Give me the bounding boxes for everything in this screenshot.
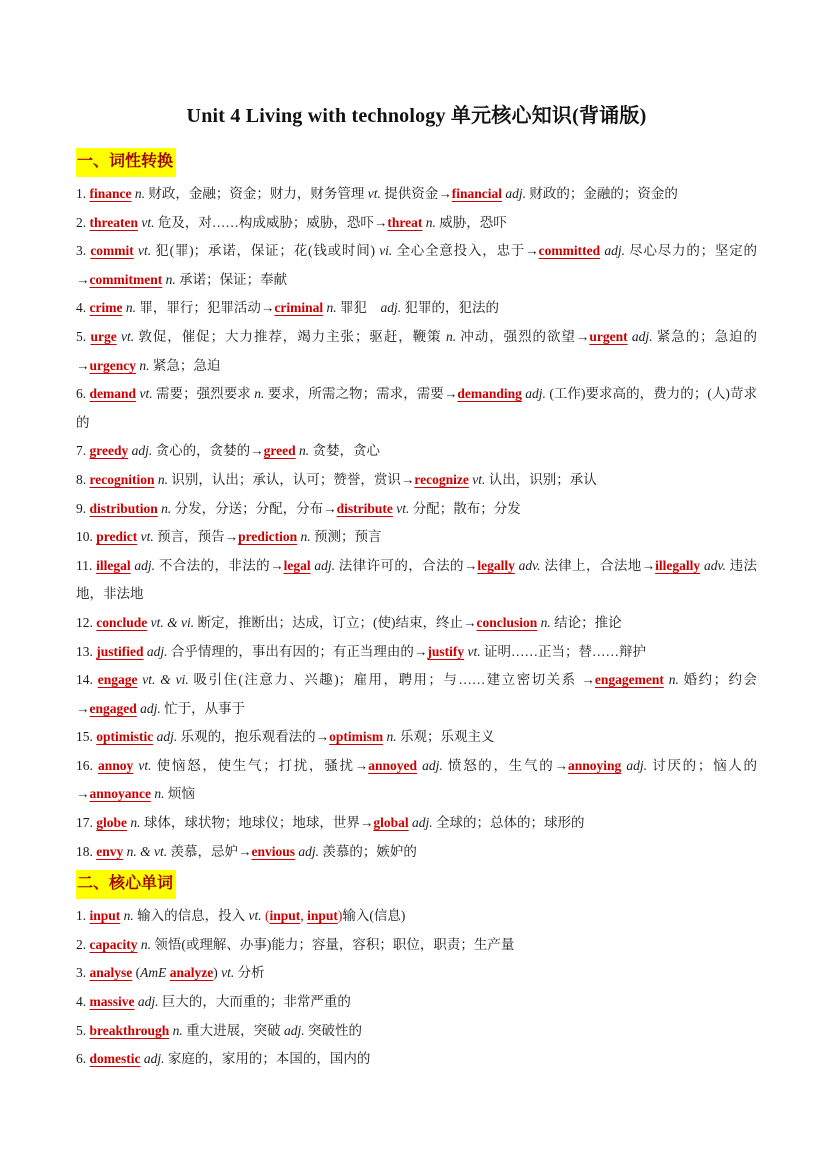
vocab-word: massive	[89, 994, 135, 1010]
part-of-speech-label: n.	[120, 908, 138, 924]
section-heading	[76, 148, 757, 177]
part-of-speech-label: n. & vt.	[123, 843, 171, 859]
sections-container	[76, 148, 757, 1074]
part-of-speech-label: n.	[323, 300, 340, 316]
definition-text: )	[213, 965, 222, 981]
definition-text: 4.	[76, 300, 90, 316]
part-of-speech-label: vt.	[221, 965, 238, 981]
part-of-speech-label: adj.	[143, 643, 171, 659]
definition-text: 5.	[76, 328, 91, 344]
definition-text: 领悟(或理解、办事)能力；容量，容积；职位，职责；生产量	[154, 936, 515, 952]
part-of-speech-label: adj.	[284, 1022, 309, 1038]
section	[76, 148, 757, 866]
definition-text: 烦恼	[167, 786, 195, 802]
definition-text: 4.	[76, 994, 90, 1010]
vocab-word: global	[373, 815, 409, 831]
definition-text: 9.	[76, 500, 90, 516]
part-of-speech-label: adj.	[310, 557, 339, 573]
definition-text: 贪婪，贪心	[312, 443, 381, 459]
vocab-item	[76, 466, 757, 495]
definition-text: 需要；强烈要求	[156, 386, 255, 402]
part-of-speech-label: adj.	[521, 386, 550, 402]
vocab-item	[76, 638, 757, 667]
definition-text: (	[132, 965, 141, 981]
vocab-item	[76, 752, 757, 809]
vocab-word: input	[89, 908, 121, 924]
definition-text: 罪犯	[339, 300, 381, 316]
definition-text: 分析	[237, 965, 265, 981]
definition-text: 危及，对……构成威胁；威胁，恐吓→	[157, 214, 388, 230]
definition-text: 罪，罪行；犯罪活动→	[139, 300, 275, 316]
vocab-word: envy	[96, 843, 124, 859]
page-title: Unit 4 Living with technology 单元核心知识(背诵版)	[186, 105, 647, 127]
vocab-word: criminal	[274, 300, 324, 316]
vocab-word: engaged	[89, 700, 137, 716]
definition-text: 冲动，强烈的欲望→	[460, 328, 590, 344]
part-of-speech-label: adj.	[128, 443, 156, 459]
vocab-word: recognition	[89, 471, 155, 487]
definition-text: 7.	[76, 443, 90, 459]
vocab-word: legally	[477, 557, 515, 573]
vocab-word: illegally	[655, 557, 701, 573]
definition-text: 认出，识别；承认	[488, 471, 597, 487]
vocab-item	[76, 552, 757, 609]
definition-text: 承诺；保证；奉献	[179, 271, 288, 287]
vocab-word: demanding	[457, 386, 522, 402]
part-of-speech-label: vt.	[136, 386, 157, 402]
vocab-word: distribute	[336, 500, 393, 516]
vocab-word: financial	[451, 186, 503, 201]
vocab-word: annoy	[98, 757, 134, 773]
part-of-speech-label: n.	[136, 357, 153, 373]
vocab-word: illegal	[96, 557, 131, 573]
definition-text: 15.	[76, 729, 97, 745]
vocab-word: envious	[251, 843, 296, 859]
part-of-speech-label: n.	[295, 443, 313, 459]
definition-text: 财政，金融；资金；财力，财务管理	[148, 186, 368, 201]
definition-text: 6.	[76, 386, 90, 402]
definition-text: 尽心尽力的；坚定的→	[76, 243, 758, 287]
definition-text: 使恼怒，使生气；打扰，骚扰→	[156, 757, 369, 773]
section-heading-text: 一、词性转换	[76, 148, 176, 177]
definition-text: 犯罪的，犯法的	[404, 300, 499, 316]
definition-text: 10.	[76, 529, 97, 545]
vocab-item	[76, 237, 757, 294]
part-of-speech-label: adj.	[627, 328, 657, 344]
section	[76, 870, 757, 1074]
vocab-item	[76, 988, 757, 1017]
vocab-word: urgency	[89, 357, 136, 373]
definition-text: 证明……正当；替……辩护	[484, 643, 647, 659]
part-of-speech-label: vt.	[367, 186, 385, 201]
vocab-word: capacity	[89, 936, 138, 952]
vocab-word: globe	[96, 815, 128, 831]
vocab-item	[76, 1017, 757, 1046]
definition-text: 6.	[76, 1051, 90, 1067]
definition-text: 12.	[76, 614, 97, 630]
red-text: )	[337, 908, 343, 924]
definition-text: 16.	[76, 757, 98, 773]
definition-text: 合乎情理的，事出有因的；有正当理由的→	[170, 643, 428, 659]
vocab-word: justified	[96, 643, 144, 659]
definition-text: 分发，分送；分配，分布→	[174, 500, 337, 516]
part-of-speech-label: n.	[151, 786, 168, 802]
vocab-word: engagement	[594, 672, 664, 688]
vocab-word: annoyance	[89, 786, 152, 802]
vocab-item	[76, 323, 757, 380]
definition-text: 吸引住(注意力、兴趣)；雇用，聘用；与……建立密切关系 →	[193, 672, 595, 688]
definition-text: 3.	[76, 965, 90, 981]
definition-text: 球体，球状物；地球仪；地球，世界→	[143, 815, 374, 831]
definition-text: 敦促，催促；大力推荐，竭力主张；驱赶，鞭策	[138, 328, 446, 344]
part-of-speech-label: n.	[254, 386, 268, 402]
vocab-word: input	[307, 908, 338, 924]
vocab-item	[76, 495, 757, 524]
vocab-item	[76, 380, 757, 437]
part-of-speech-label: vt.	[138, 214, 158, 230]
part-of-speech-label: n.	[383, 729, 401, 745]
definition-text: 讨厌的；恼人的→	[76, 757, 758, 802]
part-of-speech-label: vt.	[468, 471, 489, 487]
definition-text: 法律上，合法地→	[544, 557, 656, 573]
definition-text: 1.	[76, 908, 90, 924]
vocab-word: committed	[538, 243, 601, 259]
part-of-speech-label: adj.	[295, 843, 323, 859]
vocab-word: analyse	[89, 965, 133, 981]
definition-text: 忙于，从事于	[164, 700, 246, 716]
definition-text: 1.	[76, 186, 90, 201]
definition-text: 威胁，恐吓	[439, 214, 507, 230]
definition-text: 乐观的，抱乐观看法的→	[180, 729, 330, 745]
part-of-speech-label: n.	[154, 471, 172, 487]
part-of-speech-label: adj.	[408, 815, 437, 831]
definition-text: 13.	[76, 643, 97, 659]
definition-text: 18.	[76, 843, 97, 859]
vocab-item	[76, 1045, 757, 1074]
definition-text: 巨大的，大而重的；非常严重的	[161, 994, 351, 1010]
vocab-item	[76, 437, 757, 466]
definition-text: 乐观；乐观主义	[400, 729, 495, 745]
vocab-word: commit	[90, 243, 134, 259]
definition-text: 违法地，非法地	[76, 557, 758, 602]
vocab-word: finance	[89, 186, 132, 201]
definition-text: 断定，推断出；达成，订立；(使)结束，终止→	[197, 614, 477, 630]
part-of-speech-label: adj.	[130, 557, 159, 573]
definition-text: 法律许可的，合法的→	[338, 557, 478, 573]
vocab-word: urge	[90, 328, 117, 344]
definition-text: 14.	[76, 672, 98, 688]
part-of-speech-label: n.	[297, 529, 315, 545]
part-of-speech-label: n.	[157, 500, 175, 516]
vocab-word: urgent	[589, 328, 628, 344]
vocab-item	[76, 809, 757, 838]
vocab-word: conclude	[96, 614, 148, 630]
vocab-word: commitment	[89, 271, 163, 287]
vocab-item	[76, 666, 757, 723]
definition-text: 重大进展，突破	[186, 1022, 285, 1038]
definition-text: 全心全意投入，忠于→	[396, 243, 539, 259]
vocab-word: crime	[89, 300, 123, 316]
section-heading	[76, 870, 757, 899]
vocab-word: greed	[263, 443, 296, 459]
definition-text: 预测；预言	[314, 529, 382, 545]
definition-text: 婚约；约会→	[76, 672, 757, 716]
definition-text: 结论；推论	[554, 614, 622, 630]
part-of-speech-label: vt.	[464, 643, 485, 659]
part-of-speech-label: n.	[663, 672, 684, 688]
vocab-item	[76, 294, 757, 323]
vocab-item	[76, 723, 757, 752]
part-of-speech-label: vt.	[248, 908, 266, 924]
vocab-word: predict	[96, 529, 138, 545]
vocab-word: demand	[89, 386, 137, 402]
part-of-speech-label: adj.	[134, 994, 162, 1010]
vocab-word: conclusion	[476, 614, 538, 630]
definition-text: 贪心的，贪婪的→	[155, 443, 264, 459]
part-of-speech-label: vt.	[116, 328, 139, 344]
vocab-word: legal	[283, 557, 311, 573]
definition-text: 家庭的，家用的；本国的，国内的	[167, 1051, 371, 1067]
definition-text: 紧急的；急迫的→	[76, 328, 757, 373]
definition-text: 5.	[76, 1022, 90, 1038]
part-of-speech-label: adj.	[502, 186, 530, 201]
definition-text: 17.	[76, 815, 97, 831]
part-of-speech-label: adj.	[416, 757, 448, 773]
part-of-speech-label: AmE	[140, 965, 170, 981]
red-text: ,	[300, 908, 308, 924]
definition-text: 愤怒的，生气的→	[447, 757, 568, 773]
part-of-speech-label: n.	[122, 300, 140, 316]
vocab-word: recognize	[414, 471, 469, 487]
definition-text: 全球的；总体的；球形的	[436, 815, 585, 831]
definition-text: 突破性的	[308, 1022, 363, 1038]
part-of-speech-label: n.	[162, 271, 180, 287]
part-of-speech-label: adj.	[153, 729, 181, 745]
part-of-speech-label: vt.	[392, 500, 413, 516]
part-of-speech-label: n.	[422, 214, 440, 230]
vocab-item	[76, 523, 757, 552]
part-of-speech-label: vi.	[379, 243, 397, 259]
part-of-speech-label: n.	[445, 328, 461, 344]
part-of-speech-label: n.	[131, 186, 149, 201]
definition-text: 2.	[76, 936, 90, 952]
vocab-item	[76, 902, 757, 931]
definition-text: (工作)要求高的，费力的；(人)苛求的	[76, 386, 758, 430]
definition-text: 输入的信息，投入	[137, 908, 249, 924]
definition-text: 预言，预告→	[157, 529, 239, 545]
vocab-word: greedy	[89, 443, 129, 459]
vocab-word: input	[269, 908, 301, 924]
vocab-word: analyze	[169, 965, 214, 981]
part-of-speech-label: adv.	[700, 557, 730, 573]
part-of-speech-label: adj.	[380, 300, 405, 316]
part-of-speech-label: vt.	[133, 757, 157, 773]
vocab-item	[76, 838, 757, 867]
red-text: (	[265, 908, 270, 924]
definition-text: 3.	[76, 243, 91, 259]
vocab-word: distribution	[89, 500, 158, 516]
vocab-item	[76, 959, 757, 988]
vocab-word: annoying	[567, 757, 622, 773]
vocab-word: optimistic	[96, 729, 154, 745]
part-of-speech-label: adj.	[140, 1051, 168, 1067]
vocab-word: engage	[97, 672, 138, 688]
part-of-speech-label: n.	[137, 936, 155, 952]
vocab-word: annoyed	[368, 757, 417, 773]
vocab-word: domestic	[89, 1051, 141, 1067]
definition-text: 财政的；金融的；资金的	[529, 186, 678, 201]
part-of-speech-label: n.	[169, 1022, 187, 1038]
definition-text: 羡慕的；嫉妒的	[322, 843, 417, 859]
section-heading-text: 二、核心单词	[76, 870, 176, 899]
vocab-item	[76, 180, 757, 209]
part-of-speech-label: adj.	[136, 700, 165, 716]
definition-text: 羡慕，忌妒→	[170, 843, 252, 859]
definition-text: 要求，所需之物；需求，需要→	[267, 386, 458, 402]
definition-text: 紧急；急迫	[152, 357, 221, 373]
part-of-speech-label: n.	[537, 614, 555, 630]
part-of-speech-label: vt. & vi.	[147, 614, 198, 630]
part-of-speech-label: n.	[127, 815, 144, 831]
definition-text: 2.	[76, 214, 90, 230]
definition-text: 分配；散布；分发	[412, 500, 521, 516]
part-of-speech-label: vt.	[137, 529, 158, 545]
vocab-word: optimism	[329, 729, 384, 745]
part-of-speech-label: vt.	[133, 243, 156, 259]
definition-text: 输入(信息)	[342, 908, 406, 924]
vocab-word: threat	[387, 214, 423, 230]
vocab-word: prediction	[238, 529, 298, 545]
part-of-speech-label: adj.	[621, 757, 653, 773]
vocab-item	[76, 609, 757, 638]
definition-text: 不合法的，非法的→	[158, 557, 284, 573]
vocab-item	[76, 931, 757, 960]
vocab-word: threaten	[89, 214, 138, 230]
definition-text: 识别，认出；承认，认可；赞誉，赏识→	[171, 471, 415, 487]
vocab-word: breakthrough	[89, 1022, 170, 1038]
vocab-item	[76, 209, 757, 238]
vocab-word: justify	[427, 643, 465, 659]
part-of-speech-label: adj.	[600, 243, 630, 259]
part-of-speech-label: vt. & vi.	[137, 672, 194, 688]
part-of-speech-label: adv.	[514, 557, 545, 573]
definition-text: 11.	[76, 557, 97, 573]
definition-text: 提供资金→	[384, 186, 452, 201]
definition-text: 犯(罪)；承诺，保证；花(钱或时间)	[155, 243, 380, 259]
definition-text: 8.	[76, 471, 90, 487]
